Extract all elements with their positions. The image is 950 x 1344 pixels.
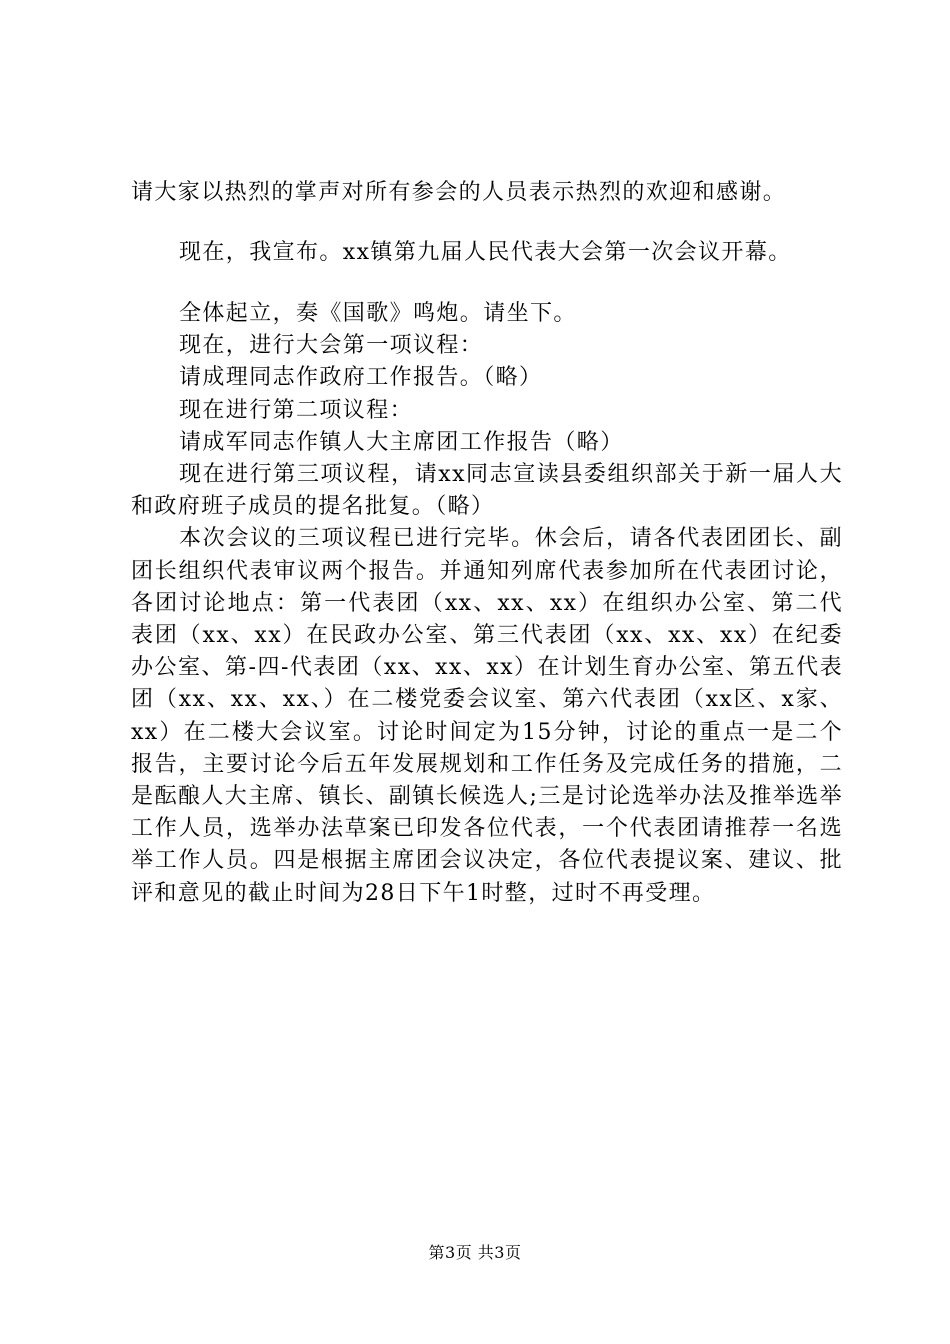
paragraph-agenda-item-3: 现在进行第三项议程，请xx同志宣读县委组织部关于新一届人大和政府班子成员的提名批复。（略）	[131, 462, 843, 520]
paragraph-government-report: 请成理同志作政府工作报告。（略）	[179, 365, 543, 391]
paragraph-opening-declaration: 现在，我宣布。xx镇第九届人民代表大会第一次会议开幕。	[179, 240, 792, 265]
paragraph-anthem: 全体起立，奏《国歌》鸣炮。请坐下。	[179, 301, 577, 326]
agenda-body	[131, 298, 843, 910]
paragraph-agenda-item-1: 现在，进行大会第一项议程：	[179, 333, 484, 359]
paragraph-presidium-report: 请成军同志作镇人大主席团工作报告（略）	[179, 429, 624, 455]
page-footer: 第3页 共3页	[428, 1243, 522, 1262]
paragraph-group-discussion: 本次会议的三项议程已进行完毕。休会后，请各代表团团长、副团长组织代表审议两个报告。并通知列席代表参加所在代表团讨论，各团讨论地点：第一代表团（xx、xx、xx）在组织办公室、第二代表团（xx、xx）在民政办公室、第三代表团（xx、xx、xx）在纪委办公室、第-四-代表团（xx、xx、xx）在计划生育办公室、第五代表团（xx、xx、xx、）在二楼党委会议室、第六代表团（xx区、x家、xx）在二楼大会议室。讨论时间定为15分钟，讨论的重点一是二个报告，主要讨论今后五年发展规划和工作任务及完成任务的措施，二是酝酿人大主席、镇长、副镇长候选人;三是讨论选举办法及推举选举工作人员，选举办法草案已印发各位代表，一个代表团请推荐一名选举工作人员。四是根据主席团会议决定，各位代表提议案、建议、批评和意见的截止时间为28日下午1时整，过时不再受理。	[131, 526, 843, 906]
paragraph-agenda-item-2: 现在进行第二项议程：	[179, 397, 414, 423]
paragraph-applause: 请大家以热烈的掌声对所有参会的人员表示热烈的欢迎和感谢。	[131, 180, 787, 205]
